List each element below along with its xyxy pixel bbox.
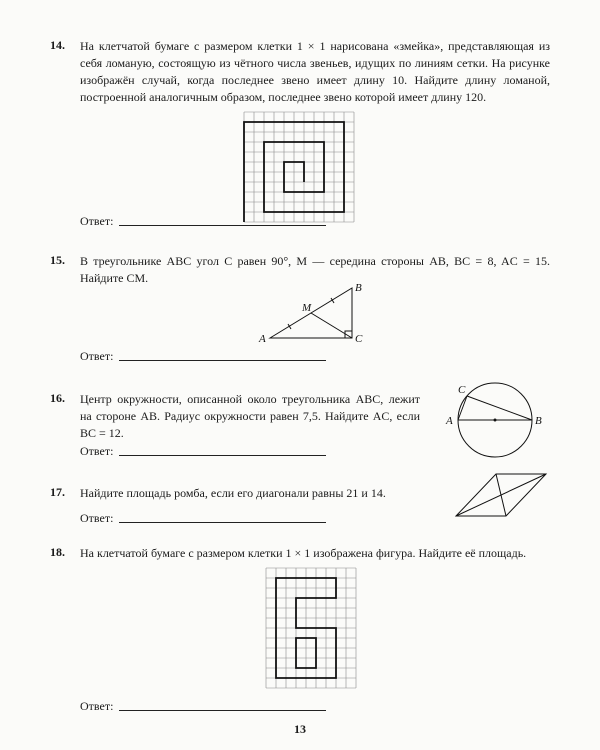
problem-14-number: 14. (50, 38, 65, 52)
circle-center (494, 419, 497, 422)
diagonal-short (496, 474, 506, 516)
problem-15-number: 15. (50, 253, 65, 267)
side-bc (467, 396, 532, 420)
problem-17-text: Найдите площадь ромба, если его диагонали равны 21 и 14. (80, 486, 386, 500)
problem-14-text: На клетчатой бумаге с размером клетки 1 × 1 нарисована «змейка», представляющая из себя ломаную, состоящую из чётного числа звеньев, идущих по линиям сетки. На рисунке изображён случай, когда последнее звено имеет длину 10. Найдите длину ломаной, построенной аналогичным образом, последнее звено которой имеет длину 120. (80, 39, 550, 104)
problem-18-number: 18. (50, 545, 65, 559)
problem-16-circle-figure (440, 382, 550, 462)
label-c: C (355, 333, 363, 345)
problem-16-answer-label: Ответ: (80, 444, 114, 458)
problem-16-answer (80, 444, 326, 459)
problem-17-answer-line[interactable] (119, 522, 326, 523)
problem-18-text: На клетчатой бумаге с размером клетки 1 × 1 изображена фигура. Найдите её площадь. (80, 546, 527, 560)
spiral-grid (244, 112, 354, 222)
problem-17-answer (80, 511, 326, 526)
median-cm (311, 313, 352, 338)
problem-17-rhombus-figure (450, 470, 550, 520)
label-b: B (535, 415, 542, 427)
problem-18-answer-label: Ответ: (80, 699, 114, 713)
problem-15-answer (80, 349, 326, 364)
problem-14-spiral-figure (244, 112, 354, 222)
problem-15-answer-line[interactable] (119, 360, 326, 361)
problem-15-answer-label: Ответ: (80, 349, 114, 363)
label-a: A (446, 415, 453, 427)
problem-14-answer-label: Ответ: (80, 214, 114, 228)
label-a: A (259, 333, 266, 345)
problem-18-answer (80, 699, 326, 714)
problem-14-answer-line[interactable] (119, 225, 326, 226)
problem-17-answer-label: Ответ: (80, 511, 114, 525)
problem-18-grid-figure (266, 568, 356, 693)
problem-14-answer (80, 214, 326, 229)
label-m: M (302, 302, 312, 314)
problem-16-number: 16. (50, 391, 65, 405)
side-ac (458, 396, 467, 420)
label-c: C (458, 384, 466, 396)
page-number: 13 (294, 722, 306, 736)
problem-15-text: В треугольнике ABC угол C равен 90°, M — середина стороны AB, BC = 8, AC = 15. Найдите CM. (80, 254, 550, 285)
problem-16-answer-line[interactable] (119, 455, 326, 456)
problem-15-triangle-figure (256, 280, 376, 350)
label-b: B (355, 282, 362, 294)
problem-18-answer-line[interactable] (119, 710, 326, 711)
problem-17-number: 17. (50, 485, 65, 499)
problem-16-text: Центр окружности, описанной около треугольника ABC, лежит на стороне AB. Радиус окружности равен 7,5. Найдите AC, если BC = 12. (80, 392, 420, 440)
